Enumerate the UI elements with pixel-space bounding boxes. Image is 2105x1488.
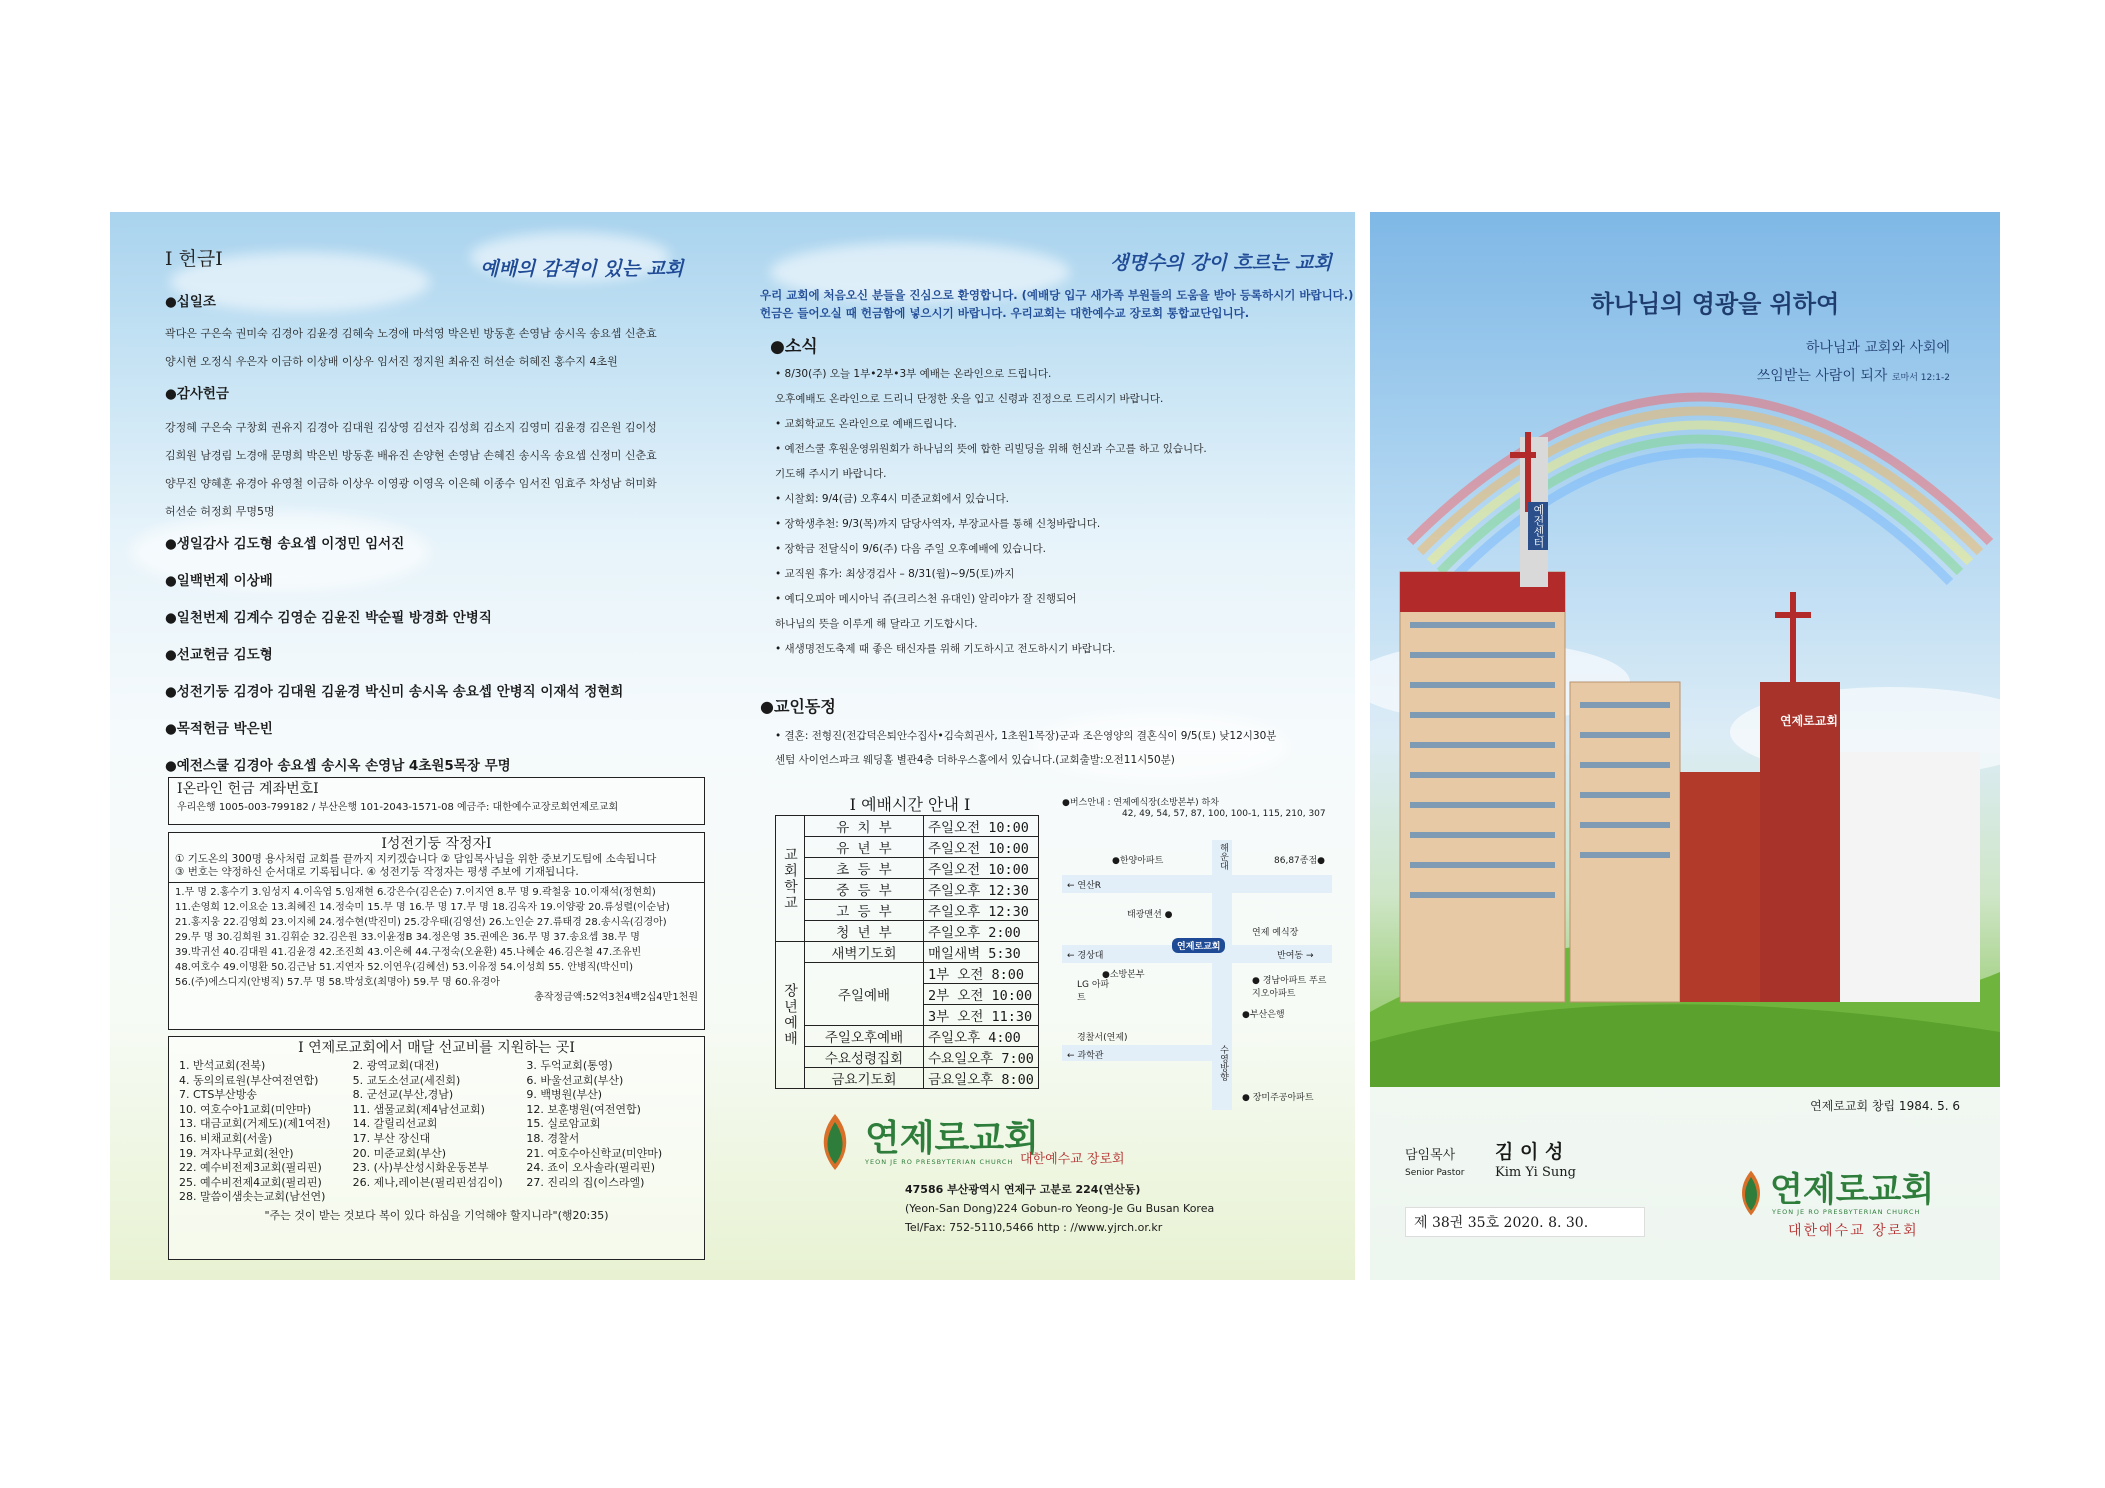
mission-item: 21. 여호수아신학교(미얀마) xyxy=(526,1146,663,1160)
church-logo-name: 연제로교회 xyxy=(865,1117,1039,1159)
mission-item: 1. 반석교회(전북) xyxy=(179,1059,266,1072)
pastor-name-en: Kim Yi Sung xyxy=(1495,1165,1576,1180)
map-label: ● 경남아파트 푸르지오아파트 xyxy=(1252,976,1327,999)
schedule-cell: 1부 오전 8:00 xyxy=(924,963,1039,984)
map-label: ●부산은행 xyxy=(1242,1010,1285,1020)
thanks-title: ●감사헌금 xyxy=(165,386,229,402)
bus-lines: 42, 49, 54, 57, 87, 100, 100-1, 115, 210, 307 xyxy=(1122,809,1326,819)
church-logo-mark xyxy=(815,1112,855,1172)
schedule-cell: 초 등 부 xyxy=(805,858,924,879)
life-slogan: 생명수의 강이 흐르는 교회 xyxy=(1110,252,1332,274)
news-title: ●소식 xyxy=(770,337,818,357)
scripture-ref: 로마서 12:1-2 xyxy=(1891,373,1950,383)
tithe-names: 곽다은 구은숙 권미숙 김경아 김윤경 김혜숙 노경애 마석영 박은빈 방동훈 손영남 송시옥 송요셉 신춘효 xyxy=(165,327,657,340)
map-label: ← 과학관 xyxy=(1067,1051,1104,1061)
schedule-cell: 주일오후 4:00 xyxy=(924,1026,1039,1047)
thanks-names: 허선순 허정희 무명5명 xyxy=(165,505,275,518)
thanks-names: 양무진 양혜훈 유경아 유영철 이금하 이상우 이영광 이영옥 이은혜 이종수 임서진 임효주 차성남 허미화 xyxy=(165,477,657,490)
location-map xyxy=(1062,795,1357,1125)
mission-item: 7. CTS부산방송 xyxy=(179,1088,257,1102)
online-account-box xyxy=(168,777,705,825)
map-label: 반여동 → xyxy=(1277,951,1314,961)
schedule-cell: 유 년 부 xyxy=(805,837,924,858)
welcome-notice xyxy=(760,286,1353,322)
hundred-offering: ●일백번제 이상배 xyxy=(165,573,273,589)
schedule-row xyxy=(776,963,1039,984)
schedule-row xyxy=(776,1068,1039,1089)
pillar-name-row: 56.(주)에스디지(안병직) 57.무 명 58.박성호(최명아) 59.무 명 60.유경아 xyxy=(175,977,500,988)
schedule-cell: 청 년 부 xyxy=(805,921,924,942)
pillar-name-row: 1.무 명 2.홍수기 3.임성지 4.이옥엽 5.임재현 6.강은수(김은순) 7.이지연 8.무 명 9.곽철웅 10.이재석(정현희) xyxy=(175,887,656,898)
member-line: 센텀 사이언스파크 웨딩홀 별관4층 더하우스홀에서 있습니다.(교회출발:오전11시50분) xyxy=(775,754,1175,766)
map-label: ●한양아파트 xyxy=(1112,856,1164,866)
church-logo-mark xyxy=(1735,1167,1767,1219)
schedule-cell: 3부 오전 11:30 xyxy=(924,1005,1039,1026)
news-item: 기도해 주시기 바랍니다. xyxy=(775,468,887,480)
news-item: 오후예배도 온라인으로 드리니 단정한 옷을 입고 신령과 진정으로 드리시기 바랍니다. xyxy=(775,393,1164,405)
mission-item: 19. 겨자나무교회(천안) xyxy=(179,1146,294,1160)
tithe-names: 양시현 오정식 우은자 이금하 이상배 이상우 임서진 정지원 최유진 허선순 허혜진 홍수지 4초원 xyxy=(165,355,618,368)
mission-item: 28. 말씀이샘솟는교회(남선연) xyxy=(179,1190,326,1204)
cover-logo-eng: YEON JE RO PRESBYTERIAN CHURCH xyxy=(1772,1208,1921,1216)
mission-item: 13. 대금교회(거제도)(제1여전) xyxy=(179,1117,331,1131)
news-item: • 교회학교도 온라인으로 예배드립니다. xyxy=(775,418,957,430)
missions-title: Ι 연제로교회에서 매달 선교비를 지원하는 곳Ι xyxy=(298,1040,575,1056)
mission-offering: ●선교헌금 김도형 xyxy=(165,647,273,663)
schedule-row xyxy=(776,837,1039,858)
welcome-line: 우리 교회에 처음오신 분들을 진심으로 환영합니다. (예배당 입구 새가족 부원들의 도움을 받아 등록하시기 바랍니다.) xyxy=(760,288,1354,302)
schedule-cell: 주일오전 10:00 xyxy=(924,816,1039,837)
member-line: • 결혼: 전형진(전갑덕은퇴안수집사•김숙희권사, 1초원1목장)군과 조은영양의 결혼식이 9/5(토) 낮12시30분 xyxy=(775,730,1277,742)
news-item: • 장학생추천: 9/3(목)까지 담당사역자, 부장교사를 통해 신청바랍니다. xyxy=(775,518,1101,530)
mission-item: 26. 제나,레이븐(필리핀섬김이) xyxy=(352,1175,503,1189)
map-label: 연제 예식장 xyxy=(1252,928,1299,938)
schedule-cell: 주일예배 xyxy=(805,963,924,1026)
pillar-pledge-title: Ι성전기둥 작정자Ι xyxy=(381,836,492,852)
mission-item: 18. 경찰서 xyxy=(526,1131,580,1145)
pillar-names xyxy=(169,882,704,1007)
worship-slogan: 예배의 감격이 있는 교회 xyxy=(480,258,684,280)
mission-item: 4. 동의의료원(부산여전연합) xyxy=(179,1073,319,1087)
pillar-pledge-box xyxy=(168,832,705,1030)
schedule-table xyxy=(775,815,1039,1089)
schedule-cell: 수요일오후 7:00 xyxy=(924,1047,1039,1068)
schedule-cell: 주일오전 10:00 xyxy=(924,858,1039,879)
map-road xyxy=(1062,875,1332,893)
schedule-cell: 새벽기도회 xyxy=(805,942,924,963)
church-address xyxy=(905,1180,1214,1237)
building-sign: 예전센터 xyxy=(1528,502,1548,550)
map-label: 86,87종점● xyxy=(1274,856,1326,866)
schedule-cell: 금요기도회 xyxy=(805,1068,924,1089)
schedule-row xyxy=(776,879,1039,900)
cover-panel xyxy=(1370,212,2000,1280)
offering-panel xyxy=(110,212,730,1280)
mission-item: 25. 예수비전제4교회(필리핀) xyxy=(179,1175,322,1189)
schedule-cell: 주일오후 12:30 xyxy=(924,900,1039,921)
mission-item: 6. 바울선교회(부산) xyxy=(526,1073,624,1087)
news-item: • 새생명전도축제 때 좋은 태신자를 위해 기도하시고 전도하시기 바랍니다. xyxy=(775,643,1116,655)
pastor-role-en: Senior Pastor xyxy=(1405,1168,1465,1178)
mission-item: 9. 백병원(부산) xyxy=(526,1088,603,1102)
purpose-offering: ●목적헌금 박은빈 xyxy=(165,721,273,737)
address-eng: (Yeon-San Dong)224 Gobun-ro Yeong-Je Gu Busan Korea xyxy=(905,1202,1215,1215)
offering-list xyxy=(165,290,720,785)
missions-box xyxy=(168,1036,705,1260)
map-label: ● 장미주공아파트 xyxy=(1242,1093,1314,1103)
news-item: • 예디오피아 메시아닉 쥬(크리스천 유대인) 알리야가 잘 진행되어 xyxy=(775,593,1077,605)
schedule-cell: 주일오후 12:30 xyxy=(924,879,1039,900)
mission-item: 12. 보훈병원(여전연합) xyxy=(526,1102,641,1116)
schedule-row xyxy=(776,942,1039,963)
schedule-cell: 유 치 부 xyxy=(805,816,924,837)
founding-date: 연제로교회 창립 1984. 5. 6 xyxy=(1810,1099,1960,1113)
mission-item: 16. 비채교회(서울) xyxy=(179,1131,273,1145)
mission-item: 2. 광역교회(대전) xyxy=(352,1059,439,1072)
schedule-cell: 교회학교 xyxy=(776,816,805,942)
mission-item: 22. 예수비전제3교회(필리핀) xyxy=(179,1161,322,1175)
schedule-cell: 2부 오전 10:00 xyxy=(924,984,1039,1005)
schedule-row xyxy=(776,858,1039,879)
pillar-name-row: 39.박귀선 40.김대원 41.김윤경 42.조진희 43.이은혜 44.구정숙(오윤환) 45.나혜순 46.김은철 47.조유빈 xyxy=(175,947,642,958)
schedule-cell: 주일오후예배 xyxy=(805,1026,924,1047)
issue-number: 제 38권 35호 2020. 8. 30. xyxy=(1405,1207,1645,1237)
church-logo-eng: YEON JE RO PRESBYTERIAN CHURCH xyxy=(865,1158,1014,1166)
mission-item: 14. 갈릴리선교회 xyxy=(352,1117,438,1131)
cover-sub-line: 쓰임받는 사람이 되자 xyxy=(1756,368,1888,384)
mission-item: 15. 실로암교회 xyxy=(526,1117,601,1131)
mission-item: 10. 여호수아1교회(미얀마) xyxy=(179,1102,312,1116)
schedule-row xyxy=(776,900,1039,921)
schedule-row xyxy=(776,921,1039,942)
mission-item: 11. 샘물교회(제4남선교회) xyxy=(352,1102,485,1116)
news-item: • 예전스쿨 후원운영위원회가 하나님의 뜻에 합한 리빌딩을 위해 헌신과 수고를 하고 있습니다. xyxy=(775,443,1207,455)
denomination: 대한예수교 장로회 xyxy=(1020,1152,1125,1167)
cover-denomination: 대한예수교 장로회 xyxy=(1788,1223,1919,1239)
pillar-name-row: 11.손영희 12.이요순 13.최혜진 14.정숙미 15.무 명 16.무 명 17.무 명 18.김옥자 19.이양광 20.류성렬(이순남) xyxy=(175,902,670,913)
news-item: 하나님의 뜻을 이루게 해 달라고 기도합시다. xyxy=(775,618,978,630)
schedule-cell: 금요일오후 8:00 xyxy=(924,1068,1039,1089)
pillar-total: 총작정금액:52억3천4백2십4만1천원 xyxy=(534,992,698,1003)
news-item: • 8/30(주) 오늘 1부•2부•3부 예배는 온라인으로 드립니다. xyxy=(775,368,1052,380)
mission-item: 20. 미준교회(부산) xyxy=(352,1146,446,1160)
schedule-cell: 수요성령집회 xyxy=(805,1047,924,1068)
member-news xyxy=(775,724,1276,772)
schedule-title: Ι 예배시간 안내 Ι xyxy=(849,795,971,814)
news-list xyxy=(775,362,1345,662)
pillar-name-row: 48.여호수 49.이명환 50.김근남 51.지연자 52.이연우(김혜선) 53.이유정 54.이성희 55. 안병직(박신미) xyxy=(175,962,634,973)
pastor-role: 담임목사 xyxy=(1405,1148,1456,1163)
map-church-marker: 연제로교회 xyxy=(1172,938,1225,953)
schedule-cell: 중 등 부 xyxy=(805,879,924,900)
map-label: ← 경상대 xyxy=(1067,951,1104,961)
schedule-cell: 매일새벽 5:30 xyxy=(924,942,1039,963)
cover-subtitle xyxy=(1757,334,1950,392)
map-label: ●소방본부 xyxy=(1102,970,1145,980)
schedule-row xyxy=(776,1026,1039,1047)
member-title: ●교인동정 xyxy=(760,697,836,716)
mission-item: 27. 진리의 집(이스라엘) xyxy=(526,1175,645,1189)
news-item: • 장학금 전달식이 9/6(주) 다음 주일 오후예배에 있습니다. xyxy=(775,543,1046,555)
address-kor: 47586 부산광역시 연제구 고분로 224(연산동) xyxy=(905,1183,1141,1196)
cover-sub-line: 하나님과 교회와 사회에 xyxy=(1805,340,1950,356)
missions-grid xyxy=(169,1057,704,1207)
news-item: • 교직원 휴가: 최상경검사 – 8/31(월)~9/5(토)까지 xyxy=(775,568,1015,580)
schedule-row xyxy=(776,816,1039,837)
map-label: 해운대 xyxy=(1218,843,1228,870)
mission-item: 3. 두억교회(통영) xyxy=(526,1059,613,1072)
mission-item: 8. 군선교(부산,경남) xyxy=(352,1088,454,1102)
cover-logo-name: 연제로교회 xyxy=(1770,1170,1935,1210)
mission-item: 17. 부산 장신대 xyxy=(352,1131,431,1145)
pastor-name: 김 이 성 xyxy=(1495,1141,1564,1163)
offering-heading: Ι 헌금Ι xyxy=(165,248,223,270)
map-label: 태광맨션 ● xyxy=(1127,910,1173,920)
mission-item: 24. 죠이 오사솔라(필리핀) xyxy=(526,1161,656,1175)
school-offering: ●예전스쿨 김경아 송요셉 송시옥 손영남 4초원5목장 무명 xyxy=(165,758,511,774)
mission-item: 5. 교도소선교(세진회) xyxy=(352,1073,461,1087)
thousand-offering: ●일천번제 김계수 김영순 김윤진 박순필 방경화 안병직 xyxy=(165,610,492,626)
tithe-title: ●십일조 xyxy=(165,294,216,310)
pillar-name-row: 29.무 명 30.김희원 31.김휘순 32.김은원 33.이윤정B 34.정은영 35.권예은 36.무 명 37.송요셉 38.무 명 xyxy=(175,932,640,943)
welcome-line: 헌금은 들어오실 때 헌금함에 넣으시기 바랍니다. 우리교회는 대한예수교 장로회 통합교단입니다. xyxy=(760,306,1250,320)
birthday-offering: ●생일감사 김도형 송요셉 이정민 임서진 xyxy=(165,536,405,552)
schedule-row xyxy=(776,1047,1039,1068)
map-label: 경찰서(연제) xyxy=(1077,1033,1128,1043)
pillar-notes xyxy=(169,853,704,879)
schedule-cell: 장년예배 xyxy=(776,942,805,1089)
contact-line: Tel/Fax: 752-5110,5466 http : //www.yjrch.or.kr xyxy=(905,1221,1163,1234)
news-item: • 시찰회: 9/4(금) 오후4시 미준교회에서 있습니다. xyxy=(775,493,1009,505)
schedule-cell: 주일오전 10:00 xyxy=(924,837,1039,858)
map-label: ← 연산R xyxy=(1067,881,1102,891)
bus-info: ●버스안내 : 연제예식장(소방본부) 하차 xyxy=(1062,798,1219,808)
building-sign: 연제로교회 xyxy=(1780,714,1838,728)
cover-title: 하나님의 영광을 위하여 xyxy=(1590,290,1840,318)
thanks-names: 강정혜 구은숙 구창회 권유지 김경아 김대원 김상영 김선자 김성희 김소지 김영미 김윤경 김은원 김이성 xyxy=(165,421,657,434)
pillar-note: ① 기도온의 300명 용사처럼 교회를 끝까지 지키겠습니다 ② 담임목사님을 위한 중보기도팀에 소속됩니다 xyxy=(175,853,657,865)
online-account-title: Ι온라인 헌금 계좌번호Ι xyxy=(177,781,319,797)
schedule-cell: 주일오후 2:00 xyxy=(924,921,1039,942)
pillar-note: ③ 번호는 약정하신 순서대로 기록됩니다. ④ 성전기둥 작정자는 평생 주보에 기재됩니다. xyxy=(175,866,579,878)
thanks-names: 김희원 남경림 노경애 문명희 박은빈 방동훈 배유진 손양현 손영남 손혜진 송시옥 송요셉 신정미 신춘효 xyxy=(165,449,657,462)
pillar-name-row: 21.홍지웅 22.김영희 23.이지혜 24.정수현(박진미) 25.강우태(김영선) 26.노인순 27.류태경 28.송시옥(김경아) xyxy=(175,917,667,928)
schedule-cell: 고 등 부 xyxy=(805,900,924,921)
mission-item: 23. (사)부산성시화운동본부 xyxy=(352,1161,489,1175)
missions-verse: "주는 것이 받는 것보다 복이 있다 하심을 기억해야 할지니라"(행20:35) xyxy=(264,1208,609,1222)
pillar-offering: ●성전기둥 김경아 김대원 김윤경 박신미 송시옥 송요셉 안병직 이재석 정현희 xyxy=(165,684,624,700)
bulletin-sheet xyxy=(110,212,2000,1280)
map-label: LG 아파트 xyxy=(1077,980,1110,1003)
online-account-text: 우리은행 1005-003-799182 / 부산은행 101-2043-1571-08 예금주: 대한예수교장로회연제로교회 xyxy=(177,802,619,813)
map-label: 수영방향 xyxy=(1218,1045,1228,1081)
